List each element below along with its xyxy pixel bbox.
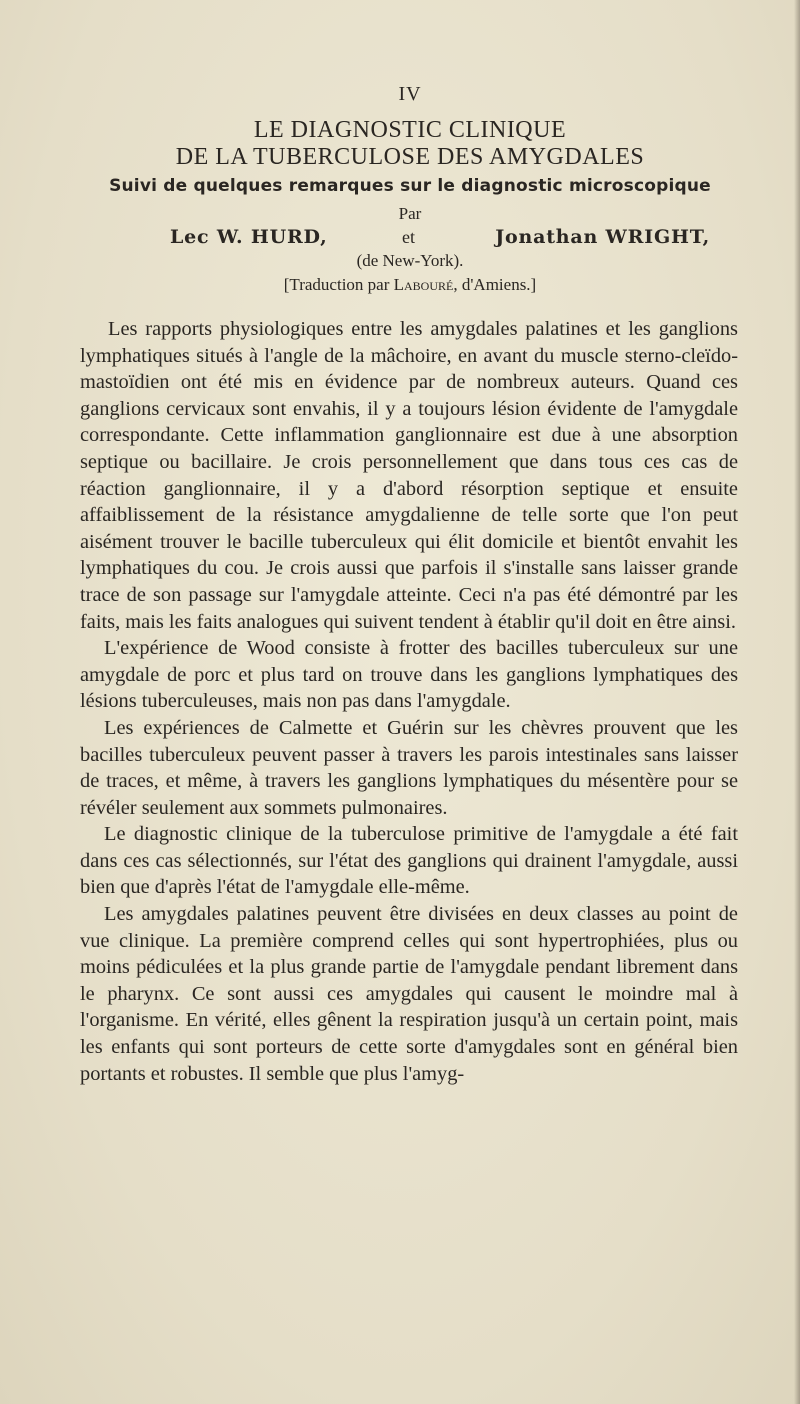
body-text <box>80 316 738 1087</box>
paragraph: Les expériences de Calmette et Guérin sur les chèvres prouvent que les bacilles tuberculeux peuvent passer à travers les parois intestinales sans laisser de traces, et même, à travers les ganglions lymphatiques du mésentère pour se révéler seulement aux sommets pulmonaires. <box>80 716 738 819</box>
by-line: Par <box>398 204 422 223</box>
author-hurd: Lec W. HURD, <box>170 226 328 248</box>
affiliation: (de New-York). <box>356 251 464 270</box>
translation-note <box>60 275 760 295</box>
author-separator: et <box>402 227 415 247</box>
translator-name: Labouré <box>393 275 454 294</box>
subtitle: Suivi de quelques remarques sur le diagnostic microscopique <box>109 176 711 196</box>
paragraph: L'expérience de Wood consiste à frotter des bacilles tuberculeux sur une amygdale de porc et plus tard on trouve dans les ganglions lymphatiques des lésions tuberculeuses, mais non pas dans l'amygdale. <box>80 637 738 713</box>
paragraph: Les rapports physiologiques entre les amygdales palatines et les ganglions lymphatiques situés à l'angle de la mâchoire, en avant du muscle sterno-cleïdo-mastoïdien ont été mis en évidence par de nombreux auteurs. Quand ces ganglions cervicaux sont envahis, il y a toujours lésion évidente de l'amygdale correspondante. Cette inflammation ganglionnaire est due à une absorption septique ou bacillaire. Je crois personnellement que dans tous ces cas de réaction ganglionnaire, il y a d'abord résorption septique et ensuite affaiblissement de la résistance amygdalienne de telle sorte que l'on peut aisément trouver le bacille tuberculeux qui élit domicile et bientôt envahit les lymphatiques du cou. Je crois aussi que parfois il s'installe sans laisser grande trace de son passage sur l'amygdale atteinte. Ceci n'a pas été démontré par les faits, mais les faits analogues qui suivent tendent à établir qu'il doit en être ainsi. <box>80 318 738 633</box>
paragraph: Le diagnostic clinique de la tuberculose primitive de l'amygdale a été fait dans ces cas sélectionnés, sur l'état des ganglions qui drainent l'amygdale, aussi bien que d'après l'état de l'amygdale elle-même. <box>80 823 738 899</box>
translation-prefix: [Traduction par <box>283 275 394 294</box>
chapter-number: IV <box>398 83 422 105</box>
author-wright: Jonathan WRIGHT, <box>495 226 710 248</box>
translation-suffix: , d'Amiens.] <box>453 275 537 294</box>
title-line-2: DE LA TUBERCULOSE DES AMYGDALES <box>175 144 645 170</box>
title-line-1: LE DIAGNOSTIC CLINIQUE <box>253 117 567 143</box>
page-edge-shadow <box>794 0 800 1404</box>
authors-line <box>170 226 710 252</box>
paragraph: Les amygdales palatines peuvent être divisées en deux classes au point de vue clinique. La première comprend celles qui sont hypertrophiées, plus ou moins pédiculées et la plus grande partie de l'amygdale pendant librement dans le pharynx. Ce sont aussi ces amygdales qui causent le moindre mal à l'organisme. En vérité, elles gênent la respiration jusqu'à un certain point, mais les enfants qui sont porteurs de cette sorte d'amygdales sont en général bien portants et robustes. Il semble que plus l'amyg- <box>80 903 738 1085</box>
